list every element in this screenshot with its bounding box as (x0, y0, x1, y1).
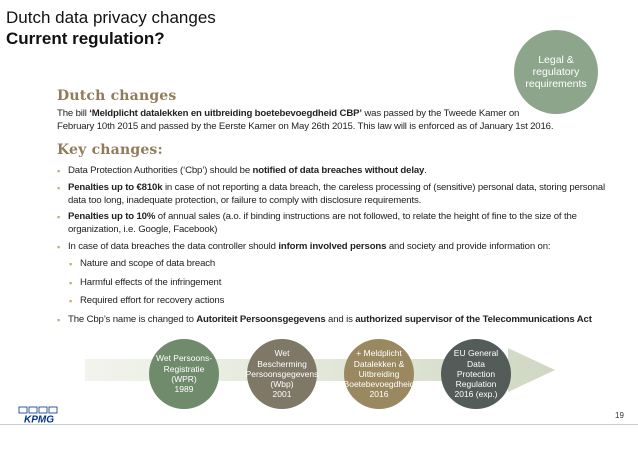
bullet-icon: ▪ (57, 212, 61, 223)
list-item (57, 314, 622, 327)
circle-line: 2016 (exp.) (454, 389, 498, 400)
badge-line: requirements (525, 78, 587, 90)
circle-line: Boetebevoegdheid (343, 379, 415, 390)
circle-line: EU General (453, 348, 499, 359)
item-text: Harmful effects of the infringement (80, 276, 222, 288)
key-changes-heading: Key changes: (57, 142, 163, 158)
sub-list-item (69, 295, 622, 308)
dutch-changes-intro (57, 108, 557, 133)
timeline-circle-wbp (247, 339, 317, 409)
timeline-circle-meldplicht (344, 339, 414, 409)
circle-line: Bescherming (257, 358, 307, 369)
page-title: Dutch data privacy changes (6, 8, 216, 27)
item-text: The Cbp’s name is changed to (68, 314, 197, 326)
circle-line: 1989 (174, 384, 194, 395)
circle-line: Uitbreiding (358, 368, 400, 379)
list-item (57, 211, 622, 237)
circle-line: 2016 (369, 389, 389, 400)
bullet-icon: ▪ (69, 296, 73, 307)
list-item (57, 165, 622, 178)
item-bold: notified of data breaches without delay (252, 165, 425, 176)
circle-line: Persoonsgegevens (245, 368, 319, 379)
circle-line: + Meldplicht (356, 348, 402, 359)
circle-line: Data (467, 358, 485, 369)
item-bold: Autoriteit Persoonsgegevens (196, 314, 326, 326)
bullet-icon: ▪ (57, 315, 61, 326)
circle-line: (WPR) (171, 374, 197, 384)
item-text: . (424, 165, 427, 176)
item-text: of annual sales (a.o. if binding instructions are not followed, to relate the height of fine to the size of the organization, i.e. Google, Facebook) (68, 211, 577, 236)
item-text: Data Protection Authorities (‘Cbp’) should be (68, 165, 253, 176)
key-changes-list (57, 165, 622, 331)
circle-line: 2001 (272, 389, 292, 400)
timeline-circle-gdpr (441, 339, 511, 409)
item-text: in case of not reporting a data breach, the careless processing of (sensitive) personal data, storing personal data too long, inadequate protection, or failure to comply with disclosure requirements. (68, 181, 605, 206)
circle-line: Protection (456, 368, 496, 379)
intro-text: was passed by the Tweede Kamer on February 10th 2015 and passed by the Eerste Kamer on May 26th 2015. This law will is enforced as of January 1st 2016. (57, 108, 554, 132)
item-bold: Penalties up to €810k (68, 181, 163, 193)
item-text: Required effort for recovery actions (80, 295, 225, 307)
bullet-icon: ▪ (57, 166, 61, 176)
item-text: and is (325, 314, 356, 326)
sub-list-item (69, 277, 622, 290)
sub-list-item (69, 258, 622, 271)
page-number: 19 (615, 411, 624, 420)
timeline-circle-wpr (149, 339, 219, 409)
circle-line: Wet Persoons- (155, 353, 213, 364)
item-text: Nature and scope of data breach (80, 257, 216, 269)
intro-text: The bill (57, 108, 90, 119)
bullet-icon: ▪ (57, 182, 61, 193)
item-bold: authorized supervisor of the Telecommunications Act (355, 314, 592, 326)
badge-line: Legal & (538, 54, 574, 66)
item-text: In case of data breaches the data controller should (68, 240, 279, 252)
circle-line: Regulation (455, 379, 497, 390)
circle-line: Wet (274, 348, 290, 359)
legal-requirements-badge (514, 30, 598, 114)
circle-line: Datalekken & (353, 358, 405, 369)
circle-line: (Wbp) (270, 379, 294, 390)
bullet-icon: ▪ (57, 241, 61, 252)
item-text: and society and provide information on: (386, 240, 551, 252)
logo-text: KPMG (24, 414, 54, 424)
bill-name: ‘Meldplicht datalekken en uitbreiding boetebevoegdheid CBP’ (89, 108, 362, 119)
list-item (57, 241, 622, 254)
bullet-icon: ▪ (69, 277, 73, 288)
badge-line: regulatory (532, 66, 580, 78)
item-bold: Penalties up to 10% (68, 211, 156, 223)
dutch-changes-heading: Dutch changes (57, 88, 177, 104)
list-item (57, 182, 622, 208)
footer-divider (0, 424, 638, 425)
bullet-icon: ▪ (69, 258, 73, 269)
page-subtitle: Current regulation? (6, 29, 165, 48)
kpmg-logo-icon (18, 406, 60, 424)
item-bold: inform involved persons (278, 240, 387, 252)
circle-line: Registratie (163, 363, 205, 374)
